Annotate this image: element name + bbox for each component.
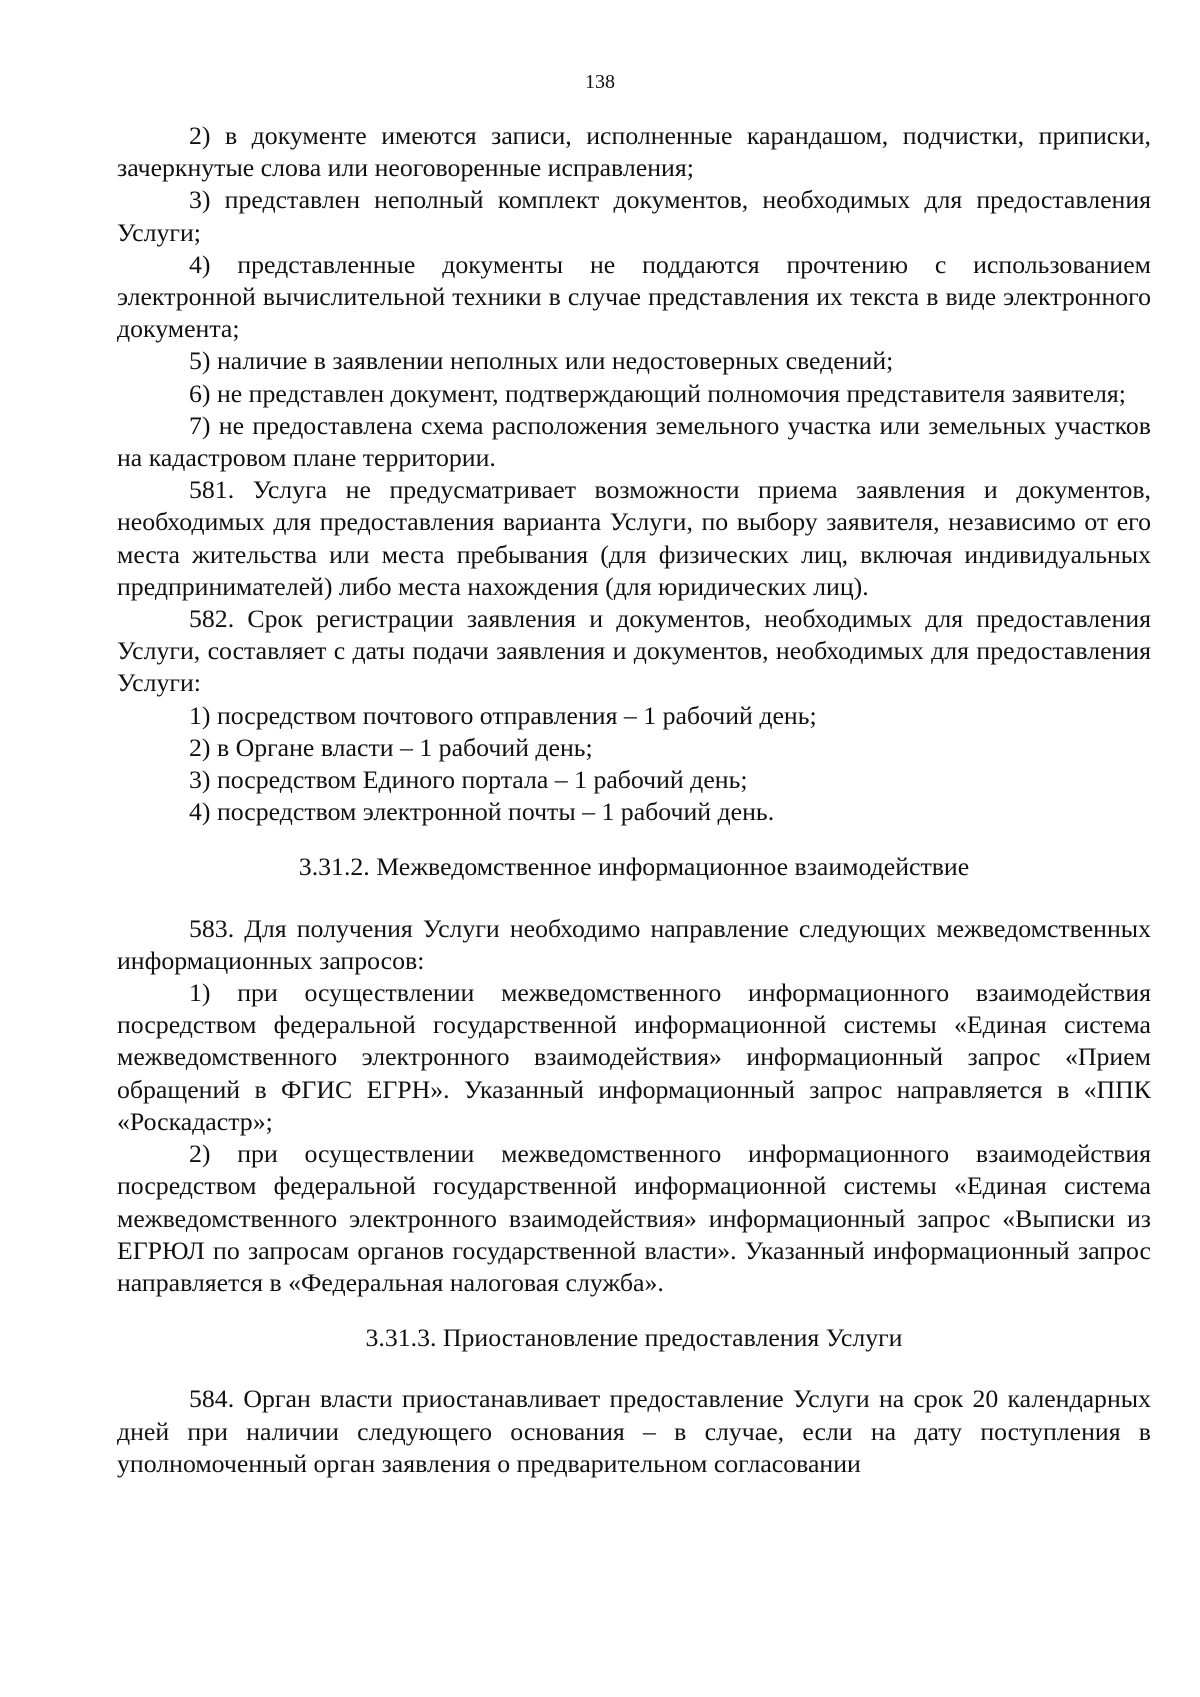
page-number: 138 — [585, 71, 615, 93]
paragraph-item-4: 4) представленные документы не поддаются прочтению с использованием электронной вычислительной техники в случае представления их текста в виде электронного документа; — [117, 249, 1151, 344]
paragraph-item-2: 2) в документе имеются записи, исполненные карандашом, подчистки, приписки, зачеркнутые слова или неоговоренные исправления; — [117, 121, 1151, 183]
paragraph-584: 584. Орган власти приостанавливает предоставление Услуги на срок 20 календарных дней при наличии следующего основания – в случае, если на дату поступления в уполномоченный орган заявления о предварительном согласовании — [117, 1384, 1151, 1478]
paragraph-item-5: 5) наличие в заявлении неполных или недостоверных сведений; — [189, 346, 894, 376]
paragraph-583-item-2: 2) при осуществлении межведомственного информационного взаимодействия посредством федеральной государственной информационной системы «Единая система межведомственного электронного взаимодействия» информационный запрос «Выписки из ЕГРЮЛ по запросам органов государственной власти». Указанный информационный запрос направляется в «Федеральная налоговая служба». — [117, 1139, 1151, 1297]
paragraph-582-item-3: 3) посредством Единого портала – 1 рабочий день; — [189, 765, 748, 795]
paragraph-583: 583. Для получения Услуги необходимо направление следующих межведомственных информационных запросов: — [117, 913, 1151, 975]
paragraph-581: 581. Услуга не предусматривает возможности приема заявления и документов, необходимых для предоставления варианта Услуги, по выбору заявителя, независимо от его места жительства или места пребывания (для физических лиц, включая индивидуальных предпринимателей) либо места нахождения (для юридических лиц). — [117, 475, 1151, 601]
paragraph-item-7: 7) не предоставлена схема расположения земельного участка или земельных участков на кадастровом плане территории. — [117, 410, 1151, 473]
document-body — [117, 120, 1151, 1480]
paragraph-582-item-2: 2) в Органе власти – 1 рабочий день; — [189, 732, 593, 762]
paragraph-item-3: 3) представлен неполный комплект документов, необходимых для предоставления Услуги; — [117, 185, 1151, 247]
section-heading-3-31-3: 3.31.3. Приостановление предоставления Услуги — [365, 1323, 903, 1353]
paragraph-582-item-4: 4) посредством электронной почты – 1 рабочий день. — [189, 797, 775, 827]
paragraph-583-item-1: 1) при осуществлении межведомственного информационного взаимодействия посредством федеральной государственной информационной системы «Единая система межведомственного электронного взаимодействия» информационный запрос «Прием обращений в ФГИС ЕГРН». Указанный информационный запрос направляется в «ППК «Роскадастр»; — [117, 978, 1151, 1136]
paragraph-582-item-1: 1) посредством почтового отправления – 1 рабочий день; — [189, 700, 817, 730]
section-heading-3-31-2: 3.31.2. Межведомственное информационное взаимодействие — [298, 852, 970, 882]
paragraph-582: 582. Срок регистрации заявления и документов, необходимых для предоставления Услуги, составляет с даты подачи заявления и документов, необходимых для предоставления Услуги: — [117, 604, 1151, 698]
paragraph-item-6: 6) не представлен документ, подтверждающий полномочия представителя заявителя; — [189, 378, 1126, 408]
